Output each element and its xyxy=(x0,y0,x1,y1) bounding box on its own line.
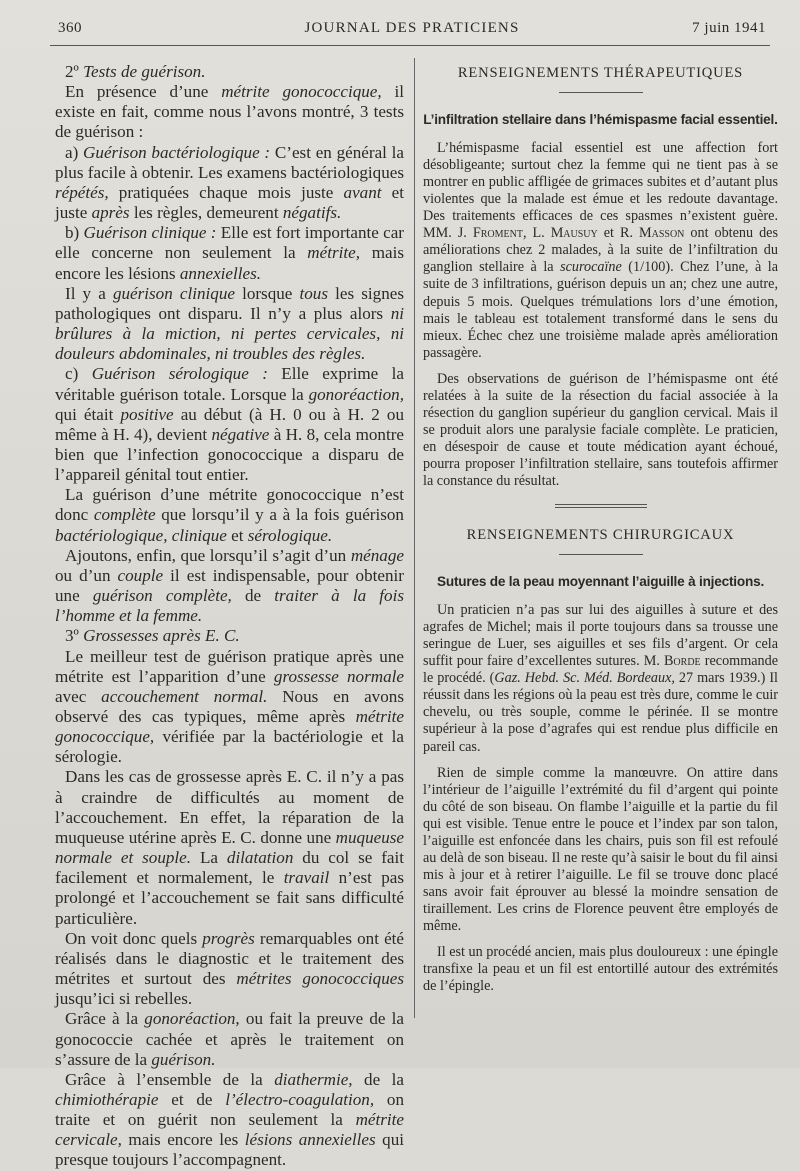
paragraph: En présence d’une métrite gonococcique, il existe en fait, comme nous l’avons montré, 3 tests de guérison : xyxy=(55,82,404,142)
paragraph: Rien de simple comme la manœuvre. On attire dans l’intérieur de l’aiguille l’extrémité du fil d’argent qui pointe du côté de son biseau. On flambe l’aiguille et la partie du fil qui est visible. Tenue entre le pouce et l’index par son talon, l’aiguille est enfoncée dans les chairs, puis son fil est refoulé au delà de son biseau. Il ne reste qu’à saisir le bout du fil ainsi mis à jour et à retirer l’aiguille. Le fil se trouve donc placé sans avoir fait éprouver au blessé la moindre sensation de tiraillement. Les crins de Florence peuvent être employés de même. xyxy=(423,764,778,934)
paragraph: Grâce à l’ensemble de la diathermie, de la chimiothérapie et de l’électro-coagulation, on traite et on guérit non seulement la métrite cervicale, mais encore les lésions annexielles qui presque toujours l’accompagnent. xyxy=(55,1069,404,1170)
paragraph: a) Guérison bactériologique : C’est en général la plus facile à obtenir. Les examens bactériologiques répétés, pratiquées chaque mois juste avant et juste après les règles, demeurent négatifs. xyxy=(55,142,404,223)
paragraph: Le meilleur test de guérison pratique après une métrite est l’apparition d’une grossesse normale avec accouchement normal. Nous en avons observé des cas typiques, même après métrite gonococcique, vérifiée par la bactériologie et la sérologie. xyxy=(55,646,404,767)
paragraph: b) Guérison clinique : Elle est fort importante car elle concerne non seulement la métrite, mais encore les lésions annexielles. xyxy=(55,223,405,283)
article-title-infiltration: L’infiltration stellaire dans l’hémispasme facial essentiel. xyxy=(423,112,778,128)
right-column xyxy=(423,62,778,995)
issue-date: 7 juin 1941 xyxy=(692,20,766,36)
paragraph: Des observations de guérison de l’hémispasme ont été relatées à la suite de la résection du facial associée à la résection du ganglion supérieur du ganglion cervical. Mais il se produit alors une paralysie faciale complète. Le praticien, en désespoir de cause et toute médication ayant échoué, pourra proposer l’infiltration stellaire, sans toutefois affirmer la constance du résultat. xyxy=(423,370,778,489)
paragraph: Ajoutons, enfin, que lorsqu’il s’agit d’un ménage ou d’un couple il est indispensable, pour obtenir une guérison complète, de traiter à la fois l’homme et la femme. xyxy=(55,545,404,626)
header-rule xyxy=(50,45,770,46)
paragraph: L’hémispasme facial essentiel est une affection fort désobligeante; surtout chez la femme qui ne tient pas à se montrer en public affligée de grimaces subites et d’autant plus violentes que la malade est émue et les redoute davantage. Des traitements efficaces de ces spasmes n’existent guère. MM. J. Froment, L. Mausuy et R. Masson ont obtenu des améliorations chez 2 malades, à la suite de l’infiltration du ganglion stellaire à la scurocaïne (1/100). Chez l’une, à la suite de 3 infiltrations, guérison depuis un an; chez une autre, depuis 5 mois. Quelques trémulations lors d’une émotion, mais le tableau est totalement transformé dans le sens du mieux. Échec chez une troisième malade après amélioration passagère. xyxy=(423,140,779,361)
section-separator xyxy=(555,504,647,508)
column-divider xyxy=(414,58,415,1018)
section-title-chirurgicaux: RENSEIGNEMENTS CHIRURGICAUX xyxy=(466,527,735,544)
paragraph: c) Guérison sérologique : Elle exprime la véritable guérison totale. Lorsque la gonoréaction, qui était positive au début (à H. 0 ou à H. 2 ou même à H. 4), devient négative à H. 8, cela montre bien que l’infection gonococcique a disparu de l’appareil génital tout entier. xyxy=(55,364,405,485)
paragraph: On voit donc quels progrès remarquables ont été réalisés dans le diagnostic et le traitement des métrites et surtout des métrites gonococciques jusqu’ici si rebelles. xyxy=(55,928,405,1009)
paragraph: La guérison d’une métrite gonococcique n’est donc complète que lorsqu’il y a à la fois guérison bactériologique, clinique et sérologique. xyxy=(55,485,404,545)
paragraph: Dans les cas de grossesse après E. C. il n’y a pas à craindre de difficultés au moment de l’accouchement. En effet, la réparation de la muqueuse utérine après E. C. donne une muqueuse normale et souple. La dilatation du col se fait facilement et normalement, le travail n’est pas prolongé et l’accouchement se fait sans difficulté particulière. xyxy=(55,767,405,928)
paragraph: Il est un procédé ancien, mais plus douloureux : une épingle transfixe la peau et un fil est entortillé autour des extrémités de l’épingle. xyxy=(423,944,778,995)
section-rule xyxy=(559,554,643,555)
subheading-tests: 2º Tests de guérison. xyxy=(65,62,206,81)
journal-title: JOURNAL DES PRATICIENS xyxy=(304,20,520,36)
section-title-therapeutiques: RENSEIGNEMENTS THÉRAPEUTIQUES xyxy=(457,65,744,81)
left-column xyxy=(55,62,404,1171)
running-head xyxy=(58,20,766,40)
section-rule xyxy=(559,92,643,93)
page-number: 360 xyxy=(58,20,82,36)
paragraph: Grâce à la gonoréaction, ou fait la preuve de la gonococcie cachée et après le traitement on s’assure de la guérison. xyxy=(55,1009,405,1069)
paragraph: Il y a guérison clinique lorsque tous les signes pathologiques ont disparu. Il n’y a plus alors ni brûlures à la miction, ni pertes cervicales, ni douleurs abdominales, ni troubles des règles. xyxy=(55,283,404,364)
article-title-sutures: Sutures de la peau moyennant l’aiguille à injections. xyxy=(436,574,765,590)
paragraph: Un praticien n’a pas sur lui des aiguilles à suture et des agrafes de Michel; mais il porte toujours dans sa trousse une seringue de Luer, ses aiguilles et ses fils d’argent. Or cela suffit pour faire d’excellentes sutures. M. Borde recommande le procédé. (Gaz. Hebd. Sc. Méd. Bordeaux, 27 mars 1939.) Il réussit dans les régions où la peau est très dure, comme le cuir chevelu, ou très souple, comme le périnée. Il se montre supérieur à la pose d’agrafes qui est rendue plus difficile en pareil cas. xyxy=(423,602,779,755)
subheading-grossesses: 3º Grossesses après E. C. xyxy=(65,626,240,646)
